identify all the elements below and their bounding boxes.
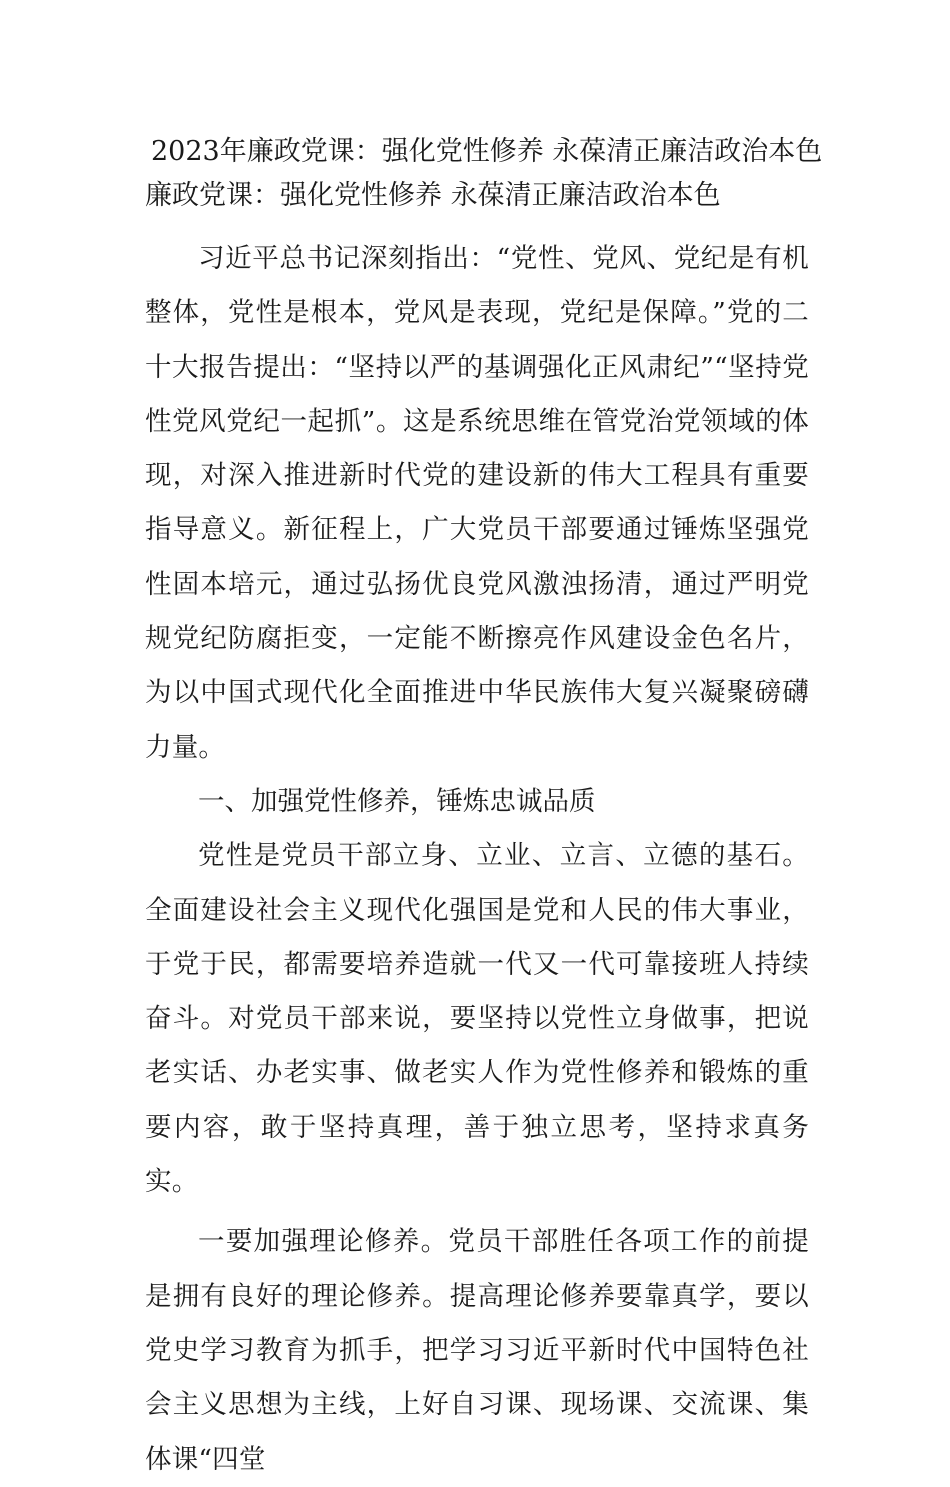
section1-paragraph-1: 党性是党员干部立身、立业、立言、立德的基石。全面建设社会主义现代化强国是党和人民的伟大事业，于党于民，都需要培养造就一代又一代可靠接班人持续奋斗。对党员干部来说，要坚持以党性立身做事，把说老实话、办老实事、做老实人作为党性修养和锻炼的重要内容，敢于坚持真理，善于独立思考，坚持求真务实。 bbox=[145, 840, 809, 1198]
section-heading-1: 一、加强党性修养，锤炼忠诚品质 bbox=[198, 785, 596, 817]
intro-paragraph: 习近平总书记深刻指出：“党性、党风、党纪是有机整体，党性是根本，党风是表现，党纪是保障。”党的二十大报告提出：“坚持以严的基调强化正风肃纪”“坚持党性党风党纪一起抓”。这是系统思维在管党治党领域的体现，对深入推进新时代党的建设新的伟大工程具有重要指导意义。新征程上，广大党员干部要通过锤炼坚强党性固本培元，通过弘扬优良党风激浊扬清，通过严明党规党纪防腐拒变，一定能不断擦亮作风建设金色名片，为以中国式现代化全面推进中华民族伟大复兴凝聚磅礴力量。 bbox=[145, 243, 809, 763]
document-body bbox=[145, 130, 823, 1487]
document-subtitle: 廉政党课：强化党性修养 永葆清正廉洁政治本色 bbox=[145, 180, 721, 211]
section1-paragraph-2: 一要加强理论修养。党员干部胜任各项工作的前提是拥有良好的理论修养。提高理论修养要靠真学，要以党史学习教育为抓手，把学习习近平新时代中国特色社会主义思想为主线，上好自习课、现场课、交流课、集体课“四堂 bbox=[145, 1226, 809, 1475]
document-title: 2023年廉政党课：强化党性修养 永葆清正廉洁政治本色 bbox=[151, 136, 823, 167]
